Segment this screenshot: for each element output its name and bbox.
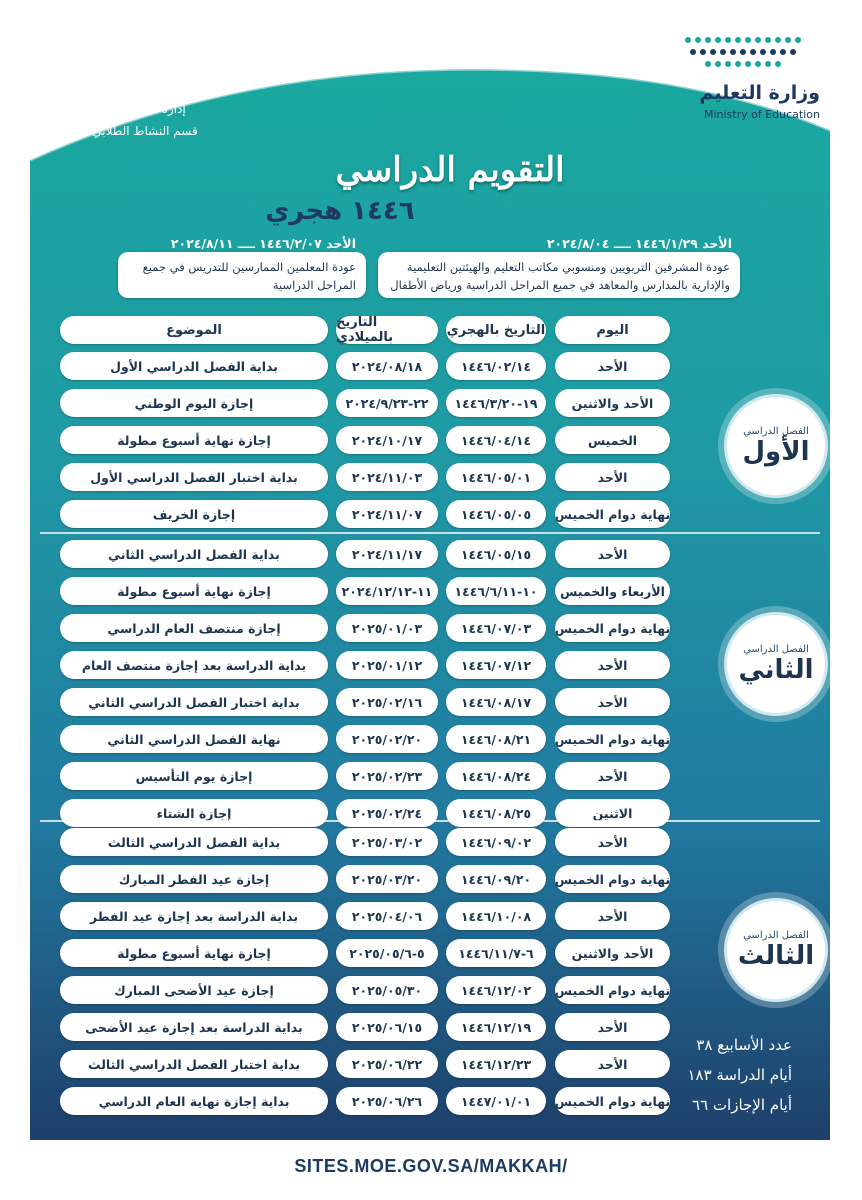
stat-holiday-days: أيام الإجازات ٦٦ [692, 1096, 792, 1114]
cell-hijri: ٦-١٤٤٦/١١/٧ [446, 939, 546, 967]
cell-hijri: ١٤٤٦/١٢/٠٢ [446, 976, 546, 1004]
cell-topic: بداية الدراسة بعد إجازة منتصف العام [60, 651, 328, 679]
cell-hijri: ١٤٤٦/١٢/٢٣ [446, 1050, 546, 1078]
info-box-1 [378, 252, 740, 298]
term-name: الثاني [738, 654, 814, 685]
cell-topic: إجازة عيد الفطر المبارك [60, 865, 328, 893]
cell-topic: بداية اختبار الفصل الدراسي الأول [60, 463, 328, 491]
cell-hijri: ١٤٤٦/٠٥/٠٥ [446, 500, 546, 528]
cell-day: نهاية دوام الخميس [555, 976, 670, 1004]
region-line5: قسم النشاط الطلابي [92, 124, 198, 138]
cell-gregorian: ٢٢-٢٠٢٤/٩/٢٣ [336, 389, 438, 417]
cell-hijri: ١٤٤٦/٠٥/٠١ [446, 463, 546, 491]
info-heading-1: الأحد ١٤٤٦/١/٢٩ ــــ ٢٠٢٤/٨/٠٤ [546, 236, 732, 251]
cell-topic: بداية الفصل الدراسي الثالث [60, 828, 328, 856]
cell-gregorian: ٥-٢٠٢٥/٠٥/٦ [336, 939, 438, 967]
ministry-logo [660, 28, 830, 128]
cell-day: الأحد [555, 1013, 670, 1041]
cell-day: الأحد والاثنين [555, 939, 670, 967]
cell-day: الأحد [555, 651, 670, 679]
term-badge [724, 898, 828, 1002]
cell-day: الأربعاء والخميس [555, 577, 670, 605]
cell-day: نهاية دوام الخميس [555, 725, 670, 753]
cell-topic: إجازة الشتاء [60, 799, 328, 827]
cell-hijri: ١٤٤٦/٠٨/٢٤ [446, 762, 546, 790]
cell-hijri: ١٩-١٤٤٦/٣/٢٠ [446, 389, 546, 417]
cell-day: الأحد [555, 688, 670, 716]
region-block [60, 28, 230, 142]
info-text-2: عودة المعلمين الممارسين للتدريس في جميع المراحل الدراسية [142, 260, 356, 292]
cell-topic: إجازة منتصف العام الدراسي [60, 614, 328, 642]
cell-topic: إجازة نهاية أسبوع مطولة [60, 426, 328, 454]
cell-gregorian: ١١-٢٠٢٤/١٢/١٢ [336, 577, 438, 605]
cell-hijri: ١٤٤٦/١٢/١٩ [446, 1013, 546, 1041]
header-day: اليوم [555, 316, 670, 344]
cell-day: الأحد [555, 762, 670, 790]
ministry-name-en: Ministry of Education [703, 108, 820, 121]
term-label: الفصل الدراسي [743, 425, 809, 437]
stat-study-days: أيام الدراسة ١٨٣ [687, 1066, 792, 1084]
cell-topic: إجازة عيد الأضحى المبارك [60, 976, 328, 1004]
term-name: الأول [742, 436, 810, 467]
cell-gregorian: ٢٠٢٤/١١/٠٣ [336, 463, 438, 491]
cell-gregorian: ٢٠٢٤/١١/١٧ [336, 540, 438, 568]
cell-day: الأحد والاثنين [555, 389, 670, 417]
cell-day: الاثنين [555, 799, 670, 827]
cell-day: الأحد [555, 828, 670, 856]
cell-hijri: ١٤٤٦/٠٩/٠٢ [446, 828, 546, 856]
region-line3: الشؤون التعليمية [103, 80, 187, 94]
cell-gregorian: ٢٠٢٥/٠٣/٠٢ [336, 828, 438, 856]
cell-day: نهاية دوام الخميس [555, 1087, 670, 1115]
cell-day: نهاية دوام الخميس [555, 865, 670, 893]
cell-gregorian: ٢٠٢٥/٠٦/٢٦ [336, 1087, 438, 1115]
cell-hijri: ١٤٤٦/٠٥/١٥ [446, 540, 546, 568]
cell-topic: إجازة يوم التأسيس [60, 762, 328, 790]
moe-dots-logo-icon [680, 28, 820, 78]
cell-hijri: ١٤٤٦/٠٩/٢٠ [446, 865, 546, 893]
cell-day: نهاية دوام الخميس [555, 500, 670, 528]
cell-gregorian: ٢٠٢٥/٠٢/٢٠ [336, 725, 438, 753]
cell-topic: إجازة الخريف [60, 500, 328, 528]
cell-day: الأحد [555, 1050, 670, 1078]
header-topic: الموضوع [60, 316, 328, 344]
term-divider [40, 820, 820, 822]
cell-topic: بداية اختبار الفصل الدراسي الثاني [60, 688, 328, 716]
term-label: الفصل الدراسي [743, 929, 809, 941]
term-name: الثالث [737, 940, 815, 971]
cell-hijri: ١٤٤٦/٠٢/١٤ [446, 352, 546, 380]
cell-gregorian: ٢٠٢٥/٠٦/٢٢ [336, 1050, 438, 1078]
cell-gregorian: ٢٠٢٤/١١/٠٧ [336, 500, 438, 528]
region-line1: الإدارة العامة للتعليم بمنطقة [80, 29, 210, 42]
cell-topic: بداية الدراسة بعد إجازة عيد الفطر [60, 902, 328, 930]
cell-topic: بداية اختبار الفصل الدراسي الثالث [60, 1050, 328, 1078]
cell-topic: إجازة نهاية أسبوع مطولة [60, 577, 328, 605]
title-main: التقويم الدراسي [335, 150, 565, 190]
term-label: الفصل الدراسي [743, 643, 809, 655]
cell-gregorian: ٢٠٢٥/٠٣/٢٠ [336, 865, 438, 893]
title-year: ١٤٤٦ هجري [265, 196, 415, 226]
cell-hijri: ١٤٤٦/١٠/٠٨ [446, 902, 546, 930]
cell-gregorian: ٢٠٢٤/٠٨/١٨ [336, 352, 438, 380]
term-divider [40, 532, 820, 534]
cell-day: الخميس [555, 426, 670, 454]
cell-gregorian: ٢٠٢٥/٠٤/٠٦ [336, 902, 438, 930]
cell-day: الأحد [555, 902, 670, 930]
header-hijri: التاريخ بالهجري [446, 316, 546, 344]
term-badge [724, 612, 828, 716]
cell-topic: نهاية الفصل الدراسي الثاني [60, 725, 328, 753]
cell-day: الأحد [555, 352, 670, 380]
cell-day: الأحد [555, 463, 670, 491]
cell-topic: بداية الفصل الدراسي الأول [60, 352, 328, 380]
cell-gregorian: ٢٠٢٥/٠٢/٢٤ [336, 799, 438, 827]
footer-url[interactable]: SITES.MOE.GOV.SA/MAKKAH/ [294, 1156, 568, 1176]
cell-hijri: ١٤٤٦/٠٨/٢١ [446, 725, 546, 753]
cell-hijri: ١٤٤٦/٠٧/١٢ [446, 651, 546, 679]
ministry-name-ar: وزارة التعليم [699, 82, 820, 104]
page-title [240, 150, 660, 190]
cell-topic: بداية إجازة نهاية العام الدراسي [60, 1087, 328, 1115]
info-heading-2: الأحد ١٤٤٦/٢/٠٧ ــــ ٢٠٢٤/٨/١١ [170, 236, 356, 251]
region-line4: إدارة أداء التعليم [104, 102, 186, 116]
cell-hijri: ١٤٤٦/٠٨/١٧ [446, 688, 546, 716]
info-text-1: عودة المشرفين التربويين ومنسوبي مكاتب التعليم والهيئتين التعليمية والإدارية بالمدارس والمعاهد في جميع المراحل الدراسية ورياض الأطفال [390, 260, 730, 292]
cell-gregorian: ٢٠٢٥/٠٢/١٦ [336, 688, 438, 716]
cell-hijri: ١٤٤٦/٠٤/١٤ [446, 426, 546, 454]
cell-day: الأحد [555, 540, 670, 568]
cell-topic: إجازة نهاية أسبوع مطولة [60, 939, 328, 967]
cell-hijri: ١٤٤٧/٠١/٠١ [446, 1087, 546, 1115]
stat-weeks: عدد الأسابيع ٣٨ [696, 1036, 792, 1054]
term-badge [724, 394, 828, 498]
region-line2: مكة المكرمة [73, 46, 217, 74]
cell-topic: بداية الفصل الدراسي الثاني [60, 540, 328, 568]
cell-topic: بداية الدراسة بعد إجازة عيد الأضحى [60, 1013, 328, 1041]
header-gregorian: التاريخ بالميلادي [336, 316, 438, 344]
cell-gregorian: ٢٠٢٥/٠٥/٣٠ [336, 976, 438, 1004]
cell-gregorian: ٢٠٢٥/٠١/٠٣ [336, 614, 438, 642]
cell-gregorian: ٢٠٢٥/٠٢/٢٣ [336, 762, 438, 790]
cell-day: نهاية دوام الخميس [555, 614, 670, 642]
cell-gregorian: ٢٠٢٥/٠٦/١٥ [336, 1013, 438, 1041]
cell-hijri: ١٤٤٦/٠٨/٢٥ [446, 799, 546, 827]
cell-gregorian: ٢٠٢٤/١٠/١٧ [336, 426, 438, 454]
cell-hijri: ١٤٤٦/٠٧/٠٣ [446, 614, 546, 642]
info-box-2 [118, 252, 366, 298]
cell-topic: إجازة اليوم الوطني [60, 389, 328, 417]
cell-gregorian: ٢٠٢٥/٠١/١٢ [336, 651, 438, 679]
cell-hijri: ١٠-١٤٤٦/٦/١١ [446, 577, 546, 605]
